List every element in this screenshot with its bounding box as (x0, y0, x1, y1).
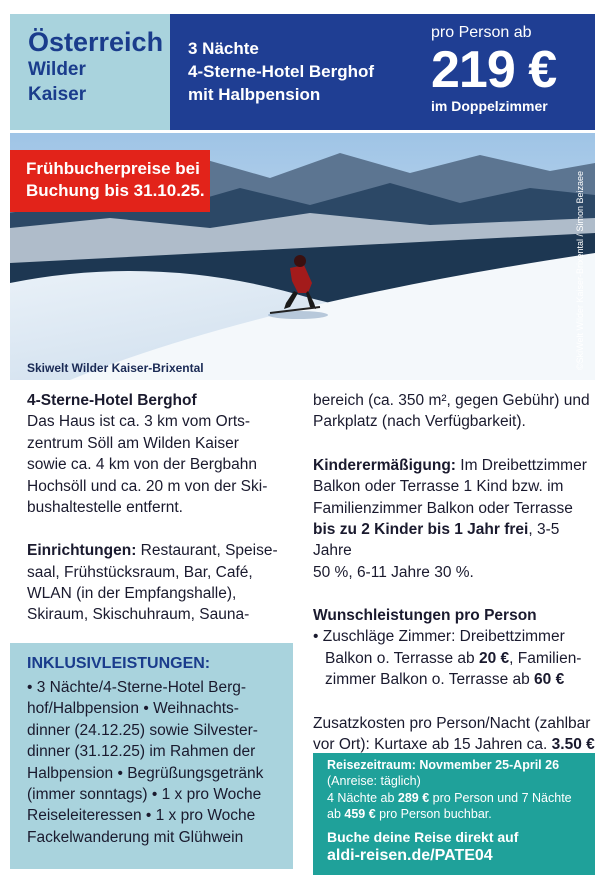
child-discount-text-1: Im Dreibettzimmer (455, 456, 587, 474)
destination-region-line2: Kaiser (28, 84, 87, 106)
inclusive-line-5: Halbpension • Begrüßungsgetränk (27, 764, 264, 782)
price-line-4-nights (327, 790, 587, 806)
hotel-line-1: Das Haus ist ca. 3 km vom Orts- (27, 413, 251, 431)
destination-country: Österreich (28, 27, 164, 57)
hotel-title: 4-Sterne-Hotel Berghof (27, 392, 197, 409)
price-value: 219 € (431, 41, 557, 99)
price-text-4a: ab (327, 806, 345, 821)
optional-services-line-1: • Zuschläge Zimmer: Dreibettzimmer (313, 628, 565, 646)
facilities-line-2: saal, Frühstücksraum, Bar, Café, (27, 563, 253, 581)
destination-panel (10, 14, 170, 130)
facilities-first-text: Restaurant, Speise- (136, 542, 278, 560)
destination-region-line1: Wilder (28, 59, 86, 81)
price-7-nights: 459 € (344, 806, 376, 821)
price-text-3a: 4 Nächte ab (327, 790, 398, 805)
offer-panel (170, 14, 595, 130)
price-4-nights: 289 € (397, 790, 430, 805)
child-discount-line-4 (313, 519, 598, 562)
offer-board: mit Halbpension (188, 84, 321, 104)
booking-line: Buche deine Reise direkt auf (327, 829, 519, 845)
inclusive-line-2: hof/Halbpension • Weihnachts- (27, 700, 239, 718)
left-column (27, 390, 282, 626)
offer-hotel: 4-Sterne-Hotel Berghof (188, 61, 375, 81)
inclusive-line-8: Fackelwanderung mit Glühwein (27, 828, 244, 846)
early-booking-line1: Frühbucherpreise bei (26, 159, 200, 178)
price-line-7-nights (327, 806, 587, 822)
inclusive-line-7: Reiseleiteressen • 1 x pro Woche (27, 807, 256, 825)
photo-credit: ©SkiWelt Wilder Kaiser-Brixental / Simon Beizaee (575, 170, 585, 370)
offer-text (188, 38, 374, 107)
optional-text-2a: Balkon o. Terrasse ab (325, 649, 479, 667)
price-text-3c: pro Person und 7 Nächte (429, 790, 572, 805)
child-discount-line-5: 50 %, 6-11 Jahre 30 %. (313, 563, 474, 581)
price-note: im Doppelzimmer (431, 98, 548, 114)
price-prefix: pro Person ab (431, 24, 532, 41)
early-booking-line2: Buchung bis 31.10.25. (26, 181, 205, 201)
hotel-line-4: Hochsöll und ca. 20 m von der Ski- (27, 477, 268, 495)
hotel-line-3: sowie ca. 4 km von der Bergbahn (27, 456, 258, 474)
extra-costs-text: vor Ort): Kurtaxe ab 15 Jahren ca. (313, 735, 552, 753)
inclusive-line-1: • 3 Nächte/4-Sterne-Hotel Berg- (27, 679, 247, 697)
optional-services-title: Wunschleistungen pro Person (313, 607, 537, 624)
optional-services-line-3 (313, 669, 598, 690)
inclusive-line-6: (immer sonntags) • 1 x pro Woche (27, 785, 262, 803)
early-booking-badge (10, 150, 210, 212)
hotel-line-2: zentrum Söll am Wilden Kaiser (27, 434, 239, 452)
facilities-first-line (27, 540, 282, 561)
hotel-line-5: bushaltestelle entfernt. (27, 498, 183, 516)
inclusive-line-4: dinner (31.12.25) im Rahmen der (27, 743, 256, 761)
facilities-line-4: Skiraum, Skischuhraum, Sauna- (27, 606, 250, 624)
inclusive-title: INKLUSIVLEISTUNGEN: (27, 655, 211, 672)
optional-services-line-2 (313, 648, 598, 669)
optional-text-2c: , Familien- (509, 649, 582, 667)
inclusive-line-3: dinner (24.12.25) sowie Silvester- (27, 721, 258, 739)
inclusive-services-box (10, 643, 293, 869)
offer-nights: 3 Nächte (188, 39, 259, 58)
child-free-highlight: bis zu 2 Kinder bis 1 Jahr frei (313, 520, 529, 538)
family-room-surcharge: 60 € (534, 671, 565, 689)
travel-period: Reisezeitraum: Novmember 25-April 26 (327, 758, 560, 772)
child-discount-line-1 (313, 455, 598, 476)
travel-period-box (313, 753, 595, 875)
child-discount-text-4: , 3-5 Jahre (313, 520, 560, 560)
child-discount-label: Kinderermäßigung: (313, 456, 456, 474)
price-text-4c: pro Person buchbar. (375, 806, 492, 821)
price-box (431, 24, 581, 114)
booking-info (327, 828, 587, 867)
booking-url-link[interactable]: aldi-reisen.de/PATE04 (327, 847, 493, 865)
photo-caption: Skiwelt Wilder Kaiser-Brixental (27, 361, 204, 375)
arrival-info: (Anreise: täglich) (327, 774, 421, 789)
extra-costs-line-1: Zusatzkosten pro Person/Nacht (zahlbar (313, 714, 591, 732)
right-column (313, 390, 598, 755)
facilities-label: Einrichtungen: (27, 542, 137, 560)
tourist-tax: 3.50 € (551, 735, 595, 753)
child-discount-line-3: Familienzimmer Balkon oder Terrasse (313, 499, 573, 517)
triple-room-surcharge: 20 € (478, 649, 510, 667)
child-discount-line-2: Balkon oder Terrasse 1 Kind bzw. im (313, 478, 564, 496)
facilities-cont-1: bereich (ca. 350 m², gegen Gebühr) und (313, 392, 590, 409)
facilities-line-3: WLAN (in der Empfangshalle), (27, 585, 237, 602)
optional-text-3a: zimmer Balkon o. Terrasse ab (325, 671, 535, 689)
facilities-cont-2: Parkplatz (nach Verfügbarkeit). (313, 413, 526, 431)
